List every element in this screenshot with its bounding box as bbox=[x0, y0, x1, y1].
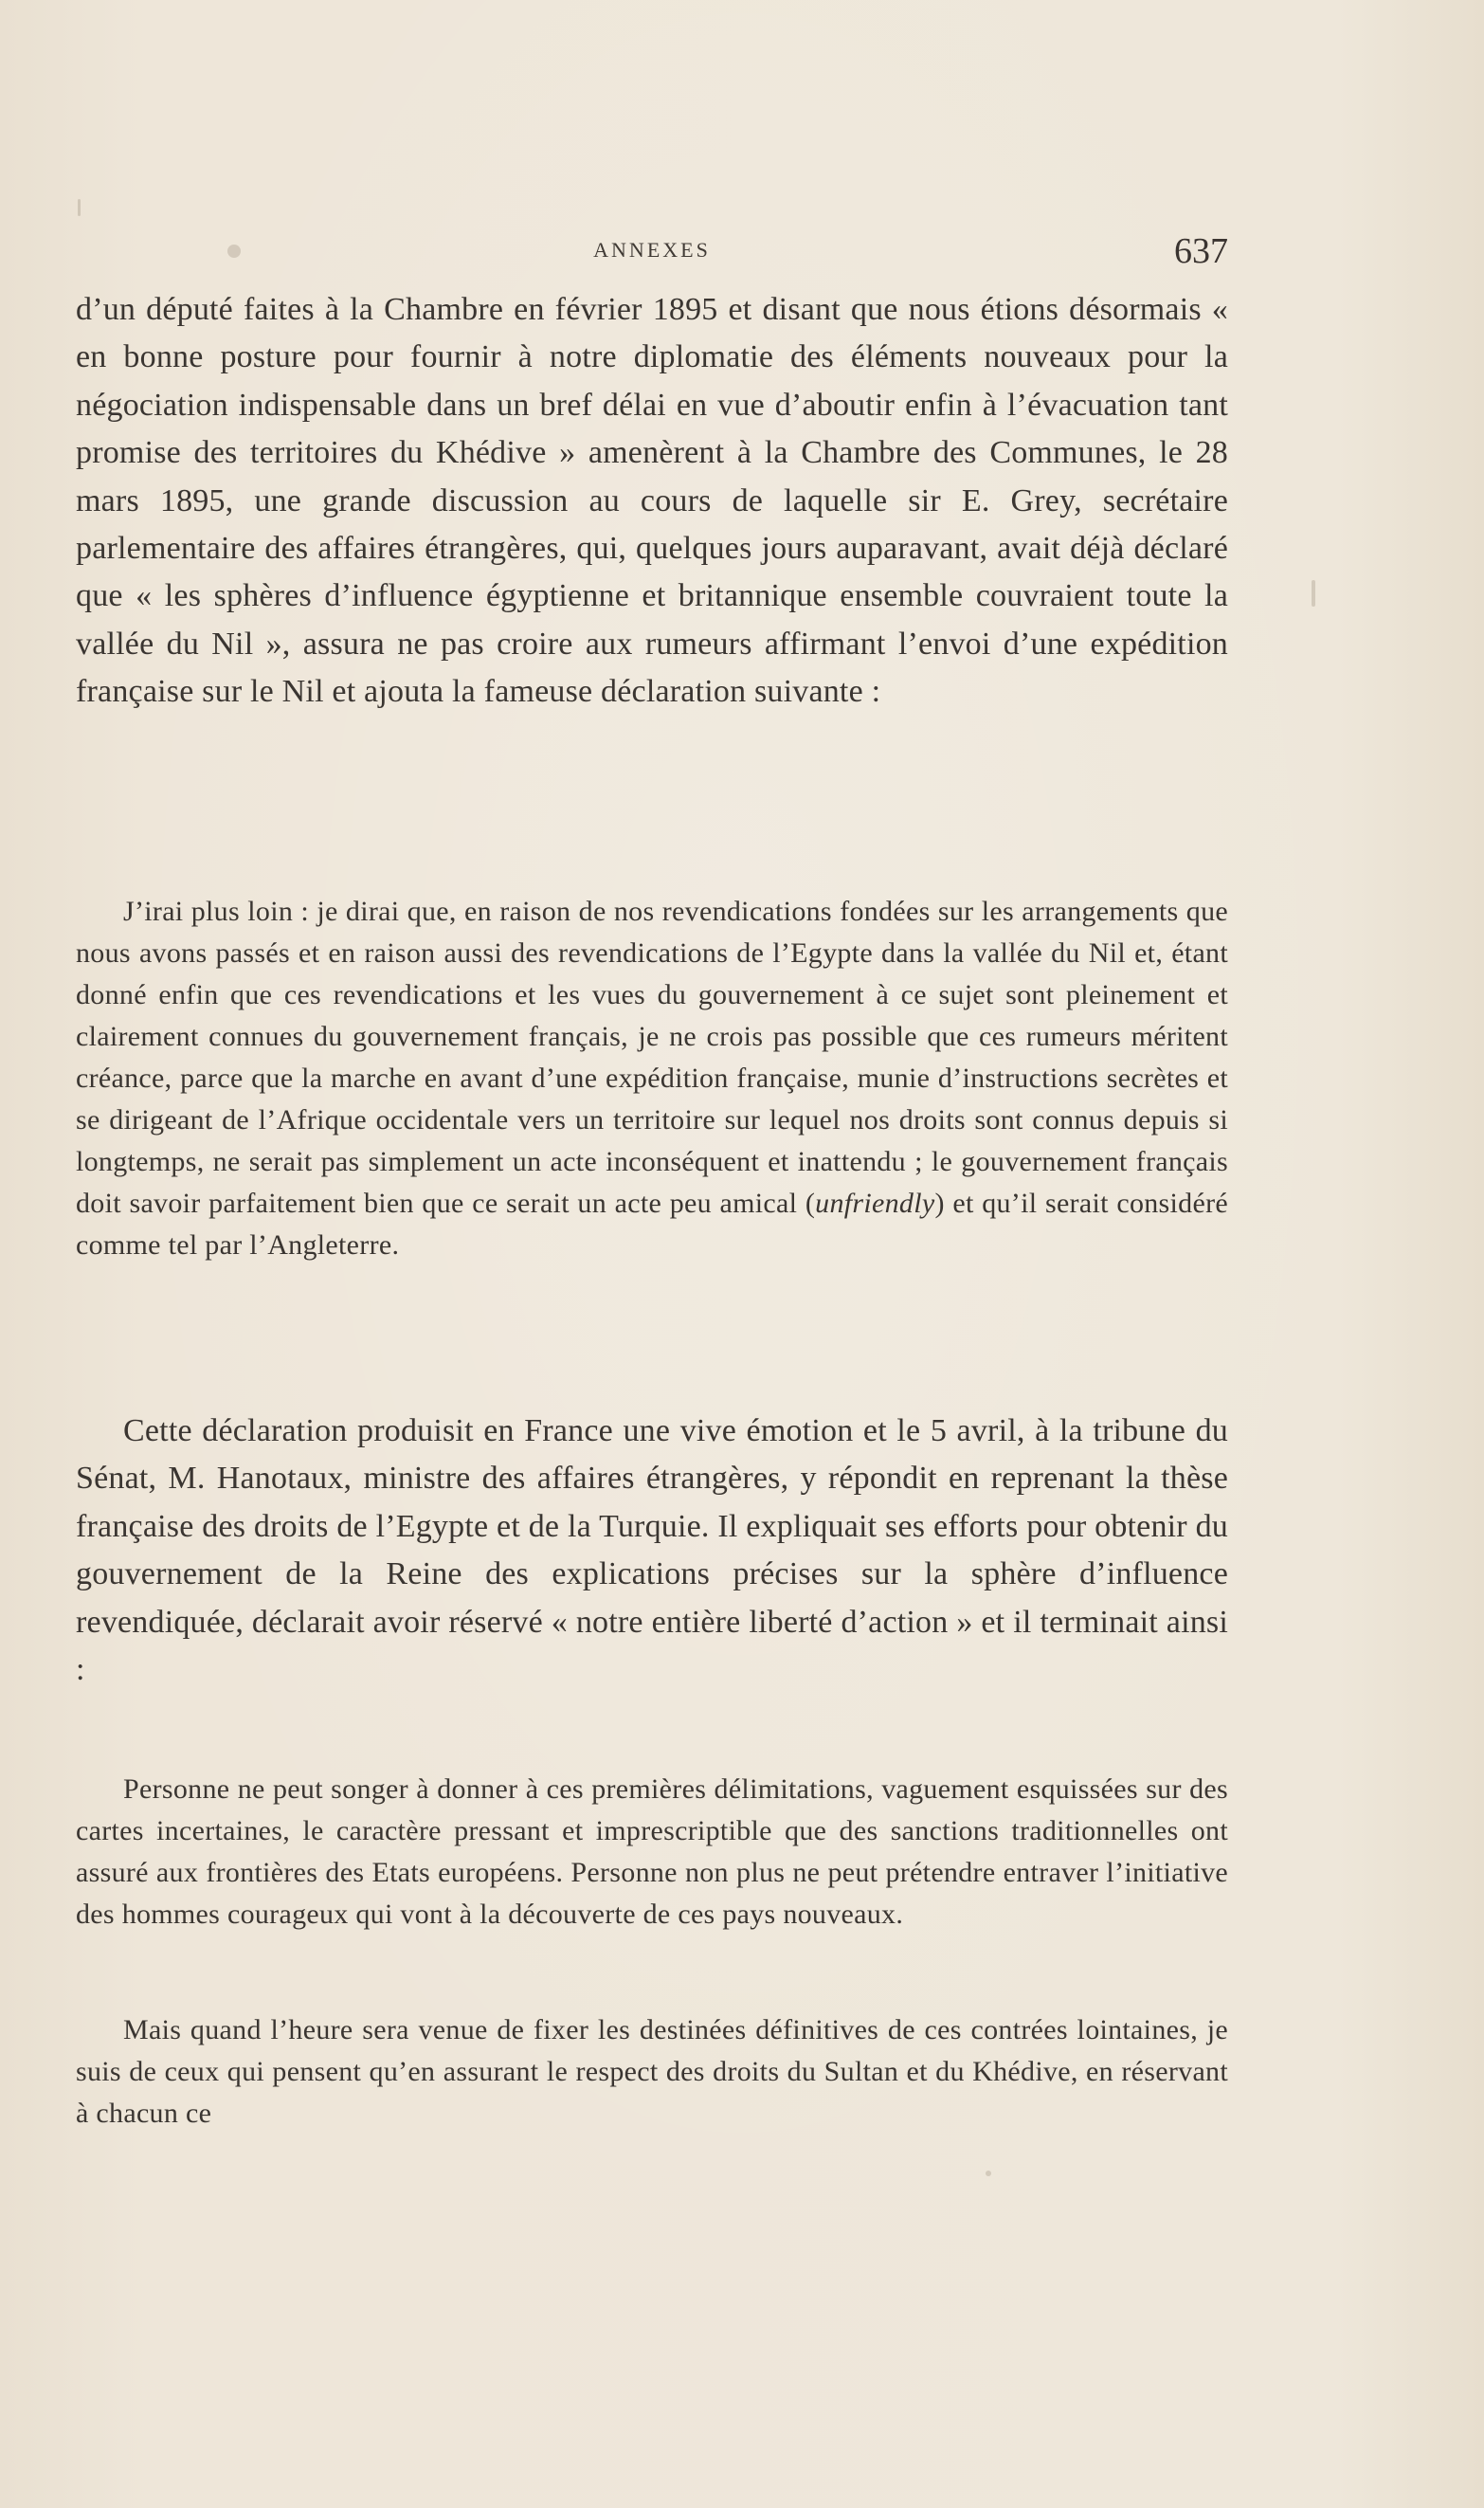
page-number: 637 bbox=[1174, 231, 1228, 271]
block-quote-hanotaux-1: Personne ne peut songer à donner à ces premières délimitations, vaguement esquissées sur des cartes incertaines, le caractère pressant et imprescriptible que des sanctions traditionnelles ont assuré aux frontières des Etats européens. Personne non plus ne peut prétendre entraver l’initiative des hommes courageux qui vont à la découverte de ces pays nouveaux. bbox=[76, 1773, 1228, 1930]
quote-text-end: ) et qu’il serait considéré comme tel par l’Angleterre. bbox=[76, 1188, 1228, 1261]
block-quote-grey bbox=[76, 891, 1228, 1266]
paper-speck bbox=[1312, 580, 1315, 607]
quote-text-start: J’irai plus loin : je dirai que, en raison de nos revendications fondées sur les arrangements que nous avons passés et en raison aussi des revendications de l’Egypte dans la vallée du Nil et, étant donné enfin que ces revendications et les vues du gouvernement à ce sujet sont pleinement et clairement connues du gouvernement français, je ne crois pas possible que ces rumeurs méritent créance, parce que la marche en avant d’une expédition française, munie d’instructions secrètes et se dirigeant de l’Afrique occidentale vers un territoire sur lequel nos droits sont connus depuis si longtemps, ne serait pas simplement un acte inconséquent et inattendu ; le gouvernement français doit savoir parfaitement bien que ce serait un acte peu amical ( bbox=[76, 896, 1228, 1219]
page-header bbox=[76, 230, 1228, 271]
body-paragraph-1: d’un député faites à la Chambre en février 1895 et disant que nous étions désormais « en bonne posture pour fournir à notre diplomatie des éléments nouveaux pour la négociation indispensable dans un bref délai en vue d’aboutir enfin à l’évacuation tant promise des territoires du Khédive » amenèrent à la Chambre des Communes, le 28 mars 1895, une grande discussion au cours de laquelle sir E. Grey, secrétaire parlementaire des affaires étrangères, qui, quelques jours auparavant, avait déjà déclaré que « les sphères d’influence égyptienne et britannique ensemble couvraient toute la vallée du Nil », assura ne pas croire aux rumeurs affirmant l’envoi d’une expédition française sur le Nil et ajouta la fameuse déclaration suivante : bbox=[76, 292, 1228, 710]
italic-term: unfriendly bbox=[815, 1188, 935, 1219]
block-quote-hanotaux-2: Mais quand l’heure sera venue de fixer les destinées définitives de ces contrées lointaines, je suis de ceux qui pensent qu’en assurant le respect des droits du Sultan et du Khédive, en réservant à chacun ce bbox=[76, 2014, 1228, 2129]
paper-speck bbox=[986, 2171, 991, 2176]
paper-speck bbox=[78, 199, 81, 216]
running-head: ANNEXES bbox=[593, 238, 711, 262]
body-paragraph-2: Cette déclaration produisit en France une vive émotion et le 5 avril, à la tribune du Sénat, M. Hanotaux, ministre des affaires étrangères, y répondit en reprenant la thèse française des droits de l’Egypte et de la Turquie. Il expliquait ses efforts pour obtenir du gouvernement de la Reine des explications précises sur la sphère d’influence revendiquée, déclarait avoir réservé « notre entière liberté d’action » et il terminait ainsi : bbox=[76, 1413, 1228, 1688]
